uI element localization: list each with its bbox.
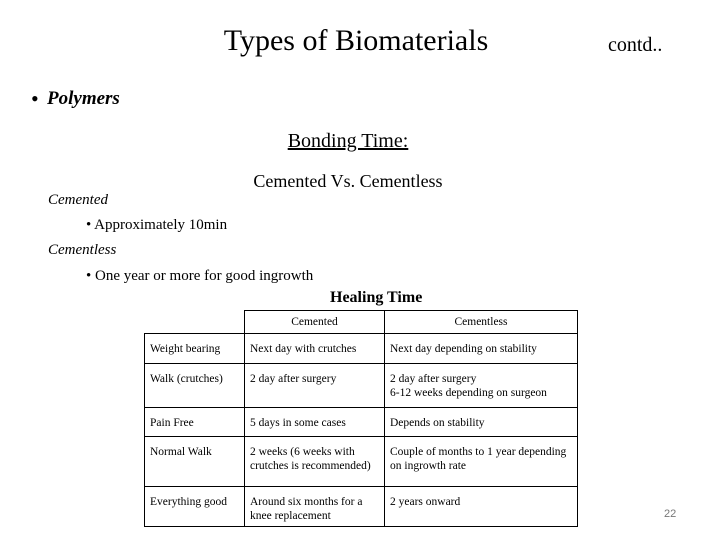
bonding-time-heading: Bonding Time: [287,130,409,152]
cementless-label: Cementless [48,242,117,258]
cemented-cell: 2 weeks (6 weeks with crutches is recommended) [245,437,385,487]
cementless-line: Depends on stability [390,417,485,429]
slide-title: Types of Biomaterials [223,24,489,57]
row-label: Everything good [145,487,245,527]
continued-label: contd.. [608,34,663,56]
cementless-line: 2 day after surgery [390,373,477,385]
cemented-cell: 2 day after surgery [245,364,385,408]
cemented-cell: Next day with crutches [245,334,385,364]
page-number: 22 [664,508,677,520]
row-label: Pain Free [145,408,245,437]
table-row [145,364,578,408]
cementless-cell [385,364,578,408]
cementless-line: 6-12 weeks depending on surgeon [390,387,547,400]
cementless-line: 2 years onward [390,496,461,508]
cemented-cell: 5 days in some cases [245,408,385,437]
cemented-bullet: • Approximately 10min [86,217,228,233]
cementless-bullet: • One year or more for good ingrowth [86,268,314,284]
table-header-cementless: Cementless [385,311,578,334]
row-label: Weight bearing [145,334,245,364]
cementless-cell [385,408,578,437]
healing-time-heading: Healing Time [330,289,423,306]
cementless-line: Next day depending on stability [390,343,537,355]
table-row [145,487,578,527]
table-row [145,437,578,487]
healing-time-table [144,310,578,527]
bullet-icon: • [31,86,39,111]
cementless-cell [385,334,578,364]
cemented-cell: Around six months for a knee replacement [245,487,385,527]
cemented-label: Cemented [48,192,108,208]
table-header-row [145,311,578,334]
table-header-cemented: Cemented [245,311,385,334]
table-row [145,334,578,364]
table-row [145,408,578,437]
cementless-cell [385,437,578,487]
section-heading: Polymers [47,88,120,109]
cementless-line: Couple of months to 1 year depending on ingrowth rate [390,446,567,473]
row-label: Walk (crutches) [145,364,245,408]
table-header-blank [145,311,245,334]
cementless-cell [385,487,578,527]
comparison-subtitle: Cemented Vs. Cementless [253,171,443,191]
row-label: Normal Walk [145,437,245,487]
